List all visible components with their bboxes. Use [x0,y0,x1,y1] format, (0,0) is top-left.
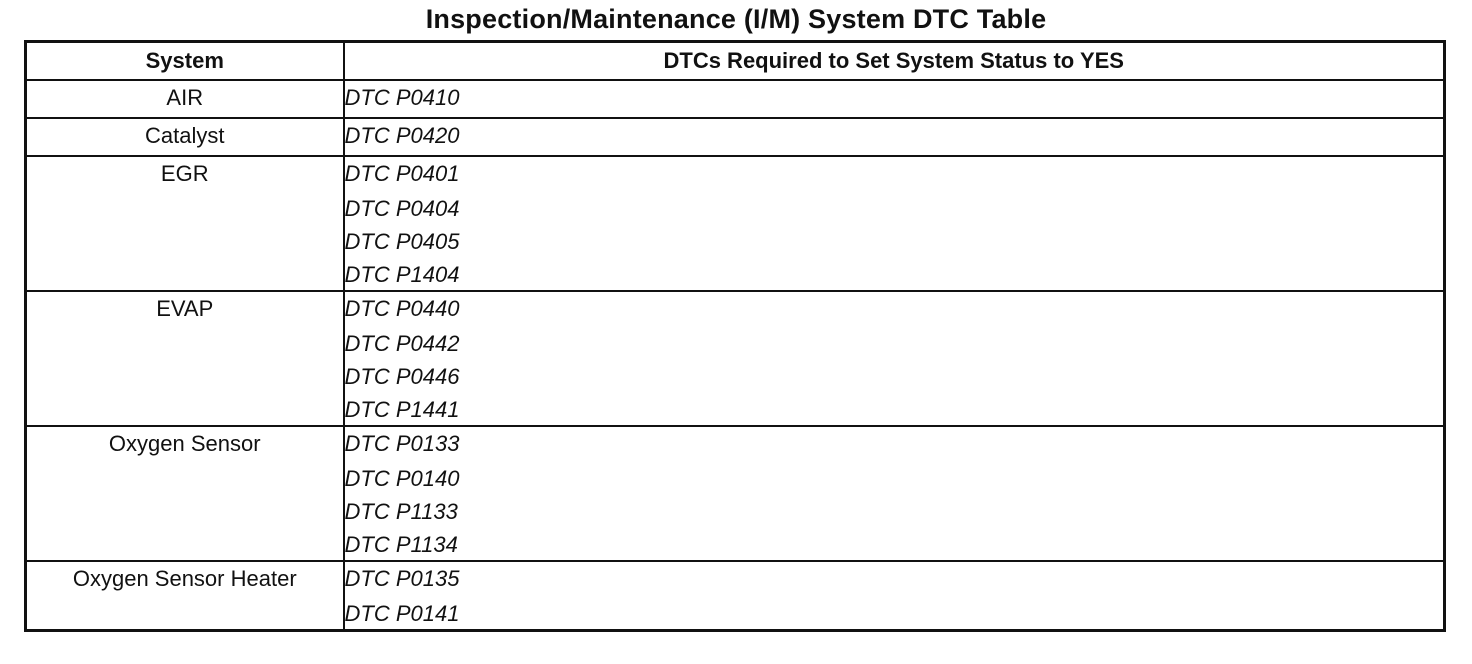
dtc-code: DTC P1441 [344,397,460,422]
dtc-cell [344,156,1445,291]
header-row [26,42,1445,81]
column-header-dtcs: DTCs Required to Set System Status to YES [344,42,1445,81]
dtc-code: DTC P1134 [344,532,458,557]
dtc-code: DTC P0410 [344,85,460,110]
dtc-cell [344,561,1445,631]
table-row-oxygen-sensor [26,426,1445,561]
dtc-cell [344,118,1445,156]
dtc-table [24,40,1446,632]
dtc-code: DTC P0141 [344,601,460,626]
dtc-cell [344,80,1445,118]
system-cell: EVAP [26,291,344,426]
dtc-code: DTC P0405 [344,229,460,254]
table-row-air [26,80,1445,118]
dtc-code: DTC P0446 [344,364,460,389]
dtc-code: DTC P1404 [344,262,460,287]
system-cell: Oxygen Sensor [26,426,344,561]
table-row-catalyst [26,118,1445,156]
system-cell: AIR [26,80,344,118]
dtc-code: DTC P1133 [344,499,458,524]
dtc-code: DTC P0420 [344,123,460,148]
table-row-egr [26,156,1445,291]
table-row-evap [26,291,1445,426]
dtc-code: DTC P0401 [344,161,460,186]
dtc-code: DTC P0133 [344,431,460,456]
dtc-code: DTC P0140 [344,466,460,491]
table-row-oxygen-sensor-heater [26,561,1445,631]
dtc-code: DTC P0404 [344,196,460,221]
dtc-cell [344,291,1445,426]
column-header-system: System [26,42,344,81]
system-cell: EGR [26,156,344,291]
dtc-code: DTC P0135 [344,566,460,591]
dtc-code: DTC P0442 [344,331,460,356]
system-cell: Catalyst [26,118,344,156]
dtc-code: DTC P0440 [344,296,460,321]
system-cell: Oxygen Sensor Heater [26,561,344,631]
table-title: Inspection/Maintenance (I/M) System DTC Table [425,4,1047,34]
dtc-cell [344,426,1445,561]
